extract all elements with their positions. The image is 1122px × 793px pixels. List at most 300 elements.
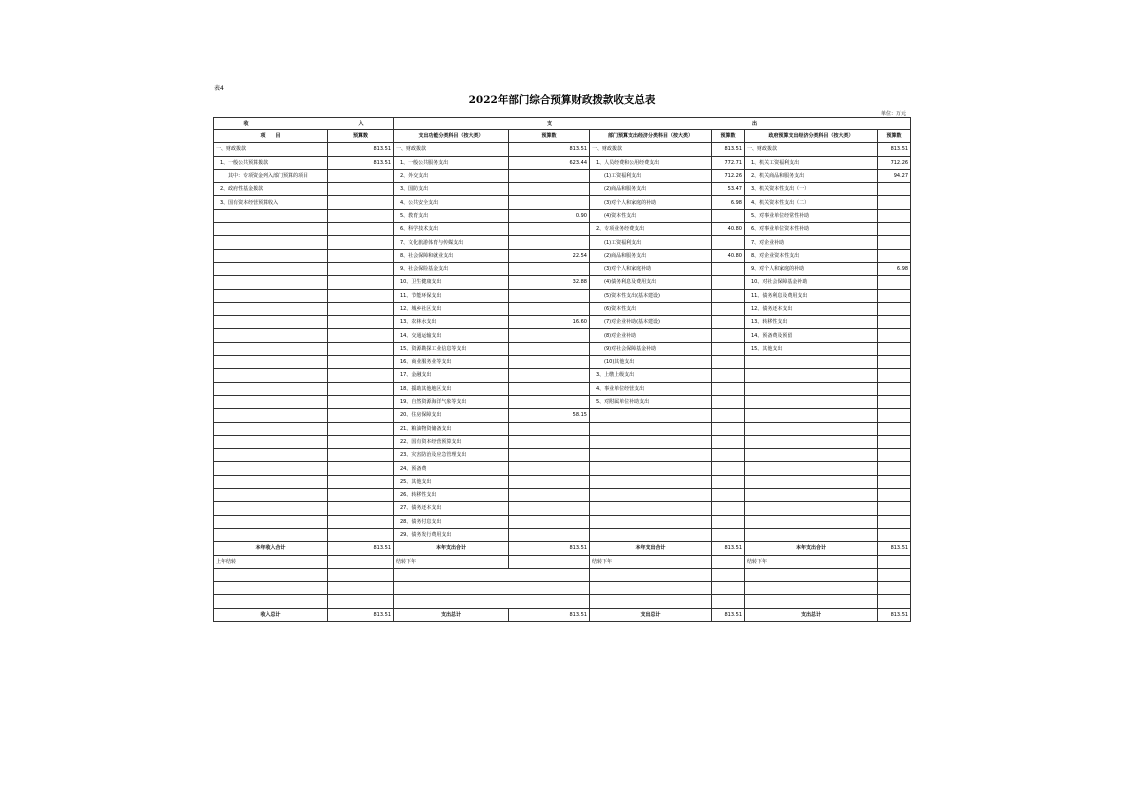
- income-item-cell: [214, 302, 328, 315]
- blank-cell: [590, 582, 712, 595]
- dept-econ-item-header: 部门预算支出经济分类科目（按大类）: [590, 130, 712, 143]
- func-item-cell: 27、债务还本支出: [394, 502, 509, 515]
- table-row: [214, 143, 911, 156]
- income-grand-total-label: 收入总计: [214, 608, 328, 621]
- income-item-cell: [214, 316, 328, 329]
- gov-econ-amount-cell: [878, 382, 911, 395]
- income-group-header: [214, 118, 394, 130]
- gov-econ-item-cell: 8、对企业资本性支出: [745, 249, 878, 262]
- table-row: [214, 502, 911, 515]
- income-total-label: 本年收入合计: [214, 542, 328, 555]
- table-row: [214, 289, 911, 302]
- blank-cell: [712, 582, 745, 595]
- func-item-cell: 1、一般公共服务支出: [394, 156, 509, 169]
- dept-econ-item-cell: (4)债务利息及费用支出: [590, 276, 712, 289]
- gov-econ-amount-cell: [878, 528, 911, 541]
- income-item-header: 项 目: [214, 130, 328, 143]
- income-item-cell: [214, 475, 328, 488]
- income-amount-cell: [328, 329, 394, 342]
- func-item-cell: 2、外交支出: [394, 169, 509, 182]
- gov-total-amount: 813.51: [878, 542, 911, 555]
- dept-econ-amount-cell: [712, 356, 745, 369]
- gov-econ-item-cell: 12、债务还本支出: [745, 302, 878, 315]
- income-total-amount: 813.51: [328, 542, 394, 555]
- gov-econ-item-cell: 15、其他支出: [745, 342, 878, 355]
- dept-econ-item-cell: [590, 422, 712, 435]
- gov-econ-item-cell: [745, 369, 878, 382]
- income-amount-cell: [328, 395, 394, 408]
- func-amount-cell: 0.90: [509, 209, 590, 222]
- gov-econ-amount-cell: [878, 236, 911, 249]
- blank-cell: [394, 568, 590, 581]
- func-item-cell: 29、债务发行费用支出: [394, 528, 509, 541]
- table-row: [214, 515, 911, 528]
- func-amount-cell: [509, 462, 590, 475]
- dept-econ-amount-cell: [712, 382, 745, 395]
- income-amount-header: 预算数: [328, 130, 394, 143]
- dept-econ-item-cell: 3、上缴上级支出: [590, 369, 712, 382]
- income-item-cell: [214, 289, 328, 302]
- income-item-cell: [214, 462, 328, 475]
- blank-row: [214, 582, 911, 595]
- func-item-cell: 28、债务付息支出: [394, 515, 509, 528]
- dept-econ-item-cell: [590, 475, 712, 488]
- gov-grand-total-label: 支出总计: [745, 608, 878, 621]
- gov-econ-item-cell: 10、对社会保障基金补助: [745, 276, 878, 289]
- income-item-cell: [214, 382, 328, 395]
- blank-cell: [214, 582, 328, 595]
- table-row: [214, 409, 911, 422]
- gov-econ-item-cell: [745, 435, 878, 448]
- func-item-cell: 18、援助其他地区支出: [394, 382, 509, 395]
- income-item-cell: 3、国有资本经营预算收入: [214, 196, 328, 209]
- func-item-cell: 17、金融支出: [394, 369, 509, 382]
- func-amount-cell: [509, 528, 590, 541]
- gov-econ-amount-cell: [878, 196, 911, 209]
- func-amount-cell: [509, 515, 590, 528]
- income-amount-cell: [328, 183, 394, 196]
- table-row: [214, 169, 911, 182]
- budget-table: [213, 117, 911, 622]
- func-amount-cell: [509, 183, 590, 196]
- dept-econ-amount-cell: [712, 409, 745, 422]
- gov-econ-amount-cell: [878, 342, 911, 355]
- income-item-cell: 一、财政拨款: [214, 143, 328, 156]
- blank-cell: [745, 582, 878, 595]
- dept-econ-item-cell: (2)商品和服务支出: [590, 183, 712, 196]
- income-item-cell: [214, 329, 328, 342]
- dept-econ-item-cell: (2)商品和服务支出: [590, 249, 712, 262]
- table-row: [214, 249, 911, 262]
- table-row: [214, 236, 911, 249]
- gov-econ-item-cell: 2、机关商品和服务支出: [745, 169, 878, 182]
- income-amount-cell: [328, 409, 394, 422]
- income-item-cell: [214, 236, 328, 249]
- dept-econ-amount-cell: [712, 449, 745, 462]
- blank-cell: [214, 568, 328, 581]
- table-row: [214, 489, 911, 502]
- income-amount-cell: [328, 422, 394, 435]
- gov-econ-item-cell: 11、债务利息及费用支出: [745, 289, 878, 302]
- gov-econ-item-cell: [745, 515, 878, 528]
- gov-econ-item-cell: [745, 395, 878, 408]
- income-item-cell: [214, 342, 328, 355]
- gov-econ-item-cell: 1、机关工资福利支出: [745, 156, 878, 169]
- gov-econ-item-cell: 6、对事业单位资本性补助: [745, 223, 878, 236]
- table-row: [214, 462, 911, 475]
- income-amount-cell: 813.51: [328, 143, 394, 156]
- gov-econ-amount-cell: 94.27: [878, 169, 911, 182]
- blank-cell: [214, 595, 328, 608]
- func-amount-cell: [509, 435, 590, 448]
- table-row: [214, 369, 911, 382]
- blank-cell: [590, 568, 712, 581]
- dept-econ-item-cell: (8)对企业补助: [590, 329, 712, 342]
- dept-econ-item-cell: 2、专项业务经费支出: [590, 223, 712, 236]
- table-row: [214, 342, 911, 355]
- gov-carry-amount: [878, 555, 911, 568]
- income-item-cell: [214, 502, 328, 515]
- dept-econ-amount-cell: [712, 209, 745, 222]
- dept-econ-amount-cell: [712, 276, 745, 289]
- income-amount-cell: [328, 515, 394, 528]
- func-item-cell: 6、科学技术支出: [394, 223, 509, 236]
- expense-group-char-1: 支: [547, 120, 553, 127]
- table-row: [214, 528, 911, 541]
- income-item-cell: [214, 356, 328, 369]
- func-amount-cell: [509, 449, 590, 462]
- income-amount-cell: [328, 289, 394, 302]
- table-row: [214, 449, 911, 462]
- func-item-cell: 23、灾害防治及应急管理支出: [394, 449, 509, 462]
- func-amount-cell: [509, 236, 590, 249]
- income-item-cell: 2、政府性基金拨款: [214, 183, 328, 196]
- income-amount-cell: [328, 196, 394, 209]
- blank-cell: [328, 595, 394, 608]
- gov-econ-amount-cell: [878, 329, 911, 342]
- dept-econ-amount-cell: [712, 316, 745, 329]
- func-item-cell: 20、住房保障支出: [394, 409, 509, 422]
- income-item-cell: [214, 395, 328, 408]
- func-item-cell: 13、农林水支出: [394, 316, 509, 329]
- blank-cell: [878, 595, 911, 608]
- income-amount-cell: [328, 209, 394, 222]
- dept-econ-amount-cell: [712, 502, 745, 515]
- func-amount-cell: 58.15: [509, 409, 590, 422]
- dept-econ-amount-cell: 6.98: [712, 196, 745, 209]
- income-item-cell: [214, 449, 328, 462]
- gov-econ-amount-cell: [878, 183, 911, 196]
- dept-econ-item-cell: [590, 449, 712, 462]
- blank-cell: [394, 595, 590, 608]
- gov-econ-item-cell: 7、对企业补助: [745, 236, 878, 249]
- grand-total-row: [214, 608, 911, 621]
- table-row: [214, 395, 911, 408]
- gov-econ-item-cell: 13、转移性支出: [745, 316, 878, 329]
- dept-econ-item-cell: [590, 528, 712, 541]
- dept-econ-item-cell: (5)资本性支出(基本建设): [590, 289, 712, 302]
- dept-econ-item-cell: (1)工资福利支出: [590, 236, 712, 249]
- func-item-cell: 一、财政拨款: [394, 143, 509, 156]
- gov-econ-item-cell: 4、机关资本性支出（二）: [745, 196, 878, 209]
- gov-econ-item-header: 政府预算支出经济分类科目（按大类）: [745, 130, 878, 143]
- income-item-cell: [214, 249, 328, 262]
- blank-cell: [394, 582, 590, 595]
- func-amount-cell: [509, 329, 590, 342]
- func-item-cell: 12、城乡社区支出: [394, 302, 509, 315]
- dept-econ-amount-cell: 712.26: [712, 169, 745, 182]
- gov-econ-item-cell: 14、预备费及预留: [745, 329, 878, 342]
- dept-econ-amount-cell: 772.71: [712, 156, 745, 169]
- func-total-amount: 813.51: [509, 542, 590, 555]
- page-title: 2022年部门综合预算财政拨款收支总表: [468, 94, 656, 106]
- gov-econ-amount-cell: [878, 462, 911, 475]
- gov-econ-amount-cell: [878, 409, 911, 422]
- dept-grand-total-amount: 813.51: [712, 608, 745, 621]
- func-amount-header: 预算数: [509, 130, 590, 143]
- func-amount-cell: 623.44: [509, 156, 590, 169]
- dept-econ-amount-cell: [712, 329, 745, 342]
- income-amount-cell: [328, 276, 394, 289]
- gov-econ-amount-header: 预算数: [878, 130, 911, 143]
- gov-econ-amount-cell: [878, 395, 911, 408]
- blank-cell: [590, 595, 712, 608]
- income-item-cell: 1、一般公共预算拨款: [214, 156, 328, 169]
- gov-econ-amount-cell: [878, 435, 911, 448]
- gov-econ-item-cell: [745, 409, 878, 422]
- func-amount-cell: [509, 196, 590, 209]
- dept-econ-amount-cell: 40.80: [712, 223, 745, 236]
- gov-econ-amount-cell: [878, 289, 911, 302]
- dept-econ-amount-cell: 53.47: [712, 183, 745, 196]
- func-item-header: 支出功能分类科目（按大类）: [394, 130, 509, 143]
- func-item-cell: 7、文化旅游体育与传媒支出: [394, 236, 509, 249]
- dept-econ-item-cell: (6)资本性支出: [590, 302, 712, 315]
- gov-econ-item-cell: [745, 475, 878, 488]
- func-item-cell: 5、教育支出: [394, 209, 509, 222]
- income-amount-cell: [328, 342, 394, 355]
- func-amount-cell: [509, 395, 590, 408]
- func-item-cell: 9、社会保险基金支出: [394, 262, 509, 275]
- table-row: [214, 276, 911, 289]
- func-amount-cell: [509, 489, 590, 502]
- dept-econ-item-cell: [590, 515, 712, 528]
- income-amount-cell: [328, 449, 394, 462]
- func-amount-cell: [509, 422, 590, 435]
- income-item-cell: [214, 528, 328, 541]
- dept-econ-amount-cell: [712, 528, 745, 541]
- income-grand-total-amount: 813.51: [328, 608, 394, 621]
- blank-cell: [878, 568, 911, 581]
- func-amount-cell: [509, 356, 590, 369]
- income-item-cell: [214, 409, 328, 422]
- func-item-cell: 22、国有资本经营预算支出: [394, 435, 509, 448]
- gov-econ-item-cell: [745, 422, 878, 435]
- gov-econ-amount-cell: [878, 422, 911, 435]
- gov-econ-amount-cell: [878, 302, 911, 315]
- func-amount-cell: [509, 502, 590, 515]
- func-grand-total-amount: 813.51: [509, 608, 590, 621]
- income-amount-cell: [328, 249, 394, 262]
- func-carry-amount: [509, 555, 590, 568]
- gov-econ-amount-cell: [878, 223, 911, 236]
- dept-econ-item-cell: [590, 489, 712, 502]
- blank-row: [214, 568, 911, 581]
- dept-econ-amount-cell: [712, 395, 745, 408]
- income-amount-cell: [328, 223, 394, 236]
- dept-econ-item-cell: (10)其他支出: [590, 356, 712, 369]
- income-item-cell: [214, 435, 328, 448]
- expense-group-header: [394, 118, 911, 130]
- income-group-char-1: 收: [243, 120, 249, 127]
- table-row: [214, 329, 911, 342]
- func-item-cell: 24、预备费: [394, 462, 509, 475]
- func-amount-cell: [509, 382, 590, 395]
- blank-cell: [712, 568, 745, 581]
- func-item-cell: 16、商业服务业等支出: [394, 356, 509, 369]
- income-amount-cell: [328, 302, 394, 315]
- dept-econ-amount-header: 预算数: [712, 130, 745, 143]
- income-amount-cell: 813.51: [328, 156, 394, 169]
- func-amount-cell: 32.88: [509, 276, 590, 289]
- income-amount-cell: [328, 502, 394, 515]
- table-row: [214, 183, 911, 196]
- income-item-cell: [214, 262, 328, 275]
- income-amount-cell: [328, 435, 394, 448]
- func-grand-total-label: 支出总计: [394, 608, 509, 621]
- gov-econ-amount-cell: 6.98: [878, 262, 911, 275]
- unit-label: 单位：万元: [880, 111, 906, 117]
- dept-econ-item-cell: [590, 435, 712, 448]
- func-carry-label: 结转下年: [394, 555, 509, 568]
- income-amount-cell: [328, 169, 394, 182]
- dept-econ-item-cell: 一、财政拨款: [590, 143, 712, 156]
- dept-econ-amount-cell: 813.51: [712, 143, 745, 156]
- gov-econ-amount-cell: [878, 209, 911, 222]
- table-row: [214, 316, 911, 329]
- income-amount-cell: [328, 262, 394, 275]
- func-amount-cell: [509, 223, 590, 236]
- dept-grand-total-label: 支出总计: [590, 608, 712, 621]
- blank-cell: [712, 595, 745, 608]
- dept-econ-amount-cell: [712, 515, 745, 528]
- func-total-label: 本年支出合计: [394, 542, 509, 555]
- table-tag: 表4: [214, 85, 224, 92]
- dept-econ-amount-cell: [712, 462, 745, 475]
- gov-econ-item-cell: [745, 502, 878, 515]
- blank-cell: [878, 582, 911, 595]
- income-item-cell: [214, 369, 328, 382]
- table-row: [214, 223, 911, 236]
- dept-carry-amount: [712, 555, 745, 568]
- dept-econ-amount-cell: [712, 342, 745, 355]
- dept-total-amount: 813.51: [712, 542, 745, 555]
- dept-econ-amount-cell: [712, 236, 745, 249]
- table-row: [214, 302, 911, 315]
- gov-econ-item-cell: [745, 356, 878, 369]
- dept-econ-item-cell: (7)对企业补助(基本建设): [590, 316, 712, 329]
- func-item-cell: 10、卫生健康支出: [394, 276, 509, 289]
- dept-econ-item-cell: [590, 502, 712, 515]
- income-item-cell: [214, 489, 328, 502]
- prior-year-carry-amount: [328, 555, 394, 568]
- func-amount-cell: [509, 342, 590, 355]
- income-item-cell: [214, 422, 328, 435]
- gov-econ-item-cell: 5、对事业单位经常性补助: [745, 209, 878, 222]
- table-row: [214, 262, 911, 275]
- func-item-cell: 8、社会保障和就业支出: [394, 249, 509, 262]
- income-item-cell: [214, 209, 328, 222]
- income-item-cell: 其中：专项资金列入部门预算的项目: [214, 169, 328, 182]
- gov-econ-item-cell: 一、财政拨款: [745, 143, 878, 156]
- gov-econ-amount-cell: [878, 449, 911, 462]
- dept-econ-item-cell: 1、人员经费和公用经费支出: [590, 156, 712, 169]
- func-item-cell: 14、交通运输支出: [394, 329, 509, 342]
- dept-total-label: 本年支出合计: [590, 542, 712, 555]
- dept-econ-amount-cell: [712, 435, 745, 448]
- gov-econ-amount-cell: [878, 276, 911, 289]
- gov-carry-label: 结转下年: [745, 555, 878, 568]
- table-row: [214, 422, 911, 435]
- income-amount-cell: [328, 489, 394, 502]
- dept-econ-amount-cell: [712, 369, 745, 382]
- dept-econ-item-cell: (9)对社会保障基金补助: [590, 342, 712, 355]
- func-amount-cell: 813.51: [509, 143, 590, 156]
- dept-econ-amount-cell: [712, 262, 745, 275]
- dept-econ-item-cell: [590, 409, 712, 422]
- gov-econ-item-cell: [745, 462, 878, 475]
- func-amount-cell: [509, 169, 590, 182]
- func-amount-cell: 16.60: [509, 316, 590, 329]
- group-header-row: [214, 118, 911, 130]
- carry-over-row: [214, 555, 911, 568]
- func-amount-cell: [509, 289, 590, 302]
- dept-econ-item-cell: [590, 462, 712, 475]
- gov-econ-amount-cell: [878, 356, 911, 369]
- income-item-cell: [214, 223, 328, 236]
- gov-econ-amount-cell: [878, 475, 911, 488]
- dept-econ-amount-cell: [712, 475, 745, 488]
- income-amount-cell: [328, 369, 394, 382]
- gov-econ-amount-cell: [878, 489, 911, 502]
- func-item-cell: 11、节能环保支出: [394, 289, 509, 302]
- dept-econ-item-cell: (1)工资福利支出: [590, 169, 712, 182]
- income-amount-cell: [328, 316, 394, 329]
- income-amount-cell: [328, 236, 394, 249]
- func-amount-cell: 22.54: [509, 249, 590, 262]
- dept-carry-label: 结转下年: [590, 555, 712, 568]
- gov-econ-item-cell: 3、机关资本性支出（一）: [745, 183, 878, 196]
- table-row: [214, 156, 911, 169]
- gov-total-label: 本年支出合计: [745, 542, 878, 555]
- func-item-cell: 26、转移性支出: [394, 489, 509, 502]
- table-row: [214, 356, 911, 369]
- gov-econ-amount-cell: 813.51: [878, 143, 911, 156]
- blank-cell: [745, 568, 878, 581]
- func-item-cell: 4、公共安全支出: [394, 196, 509, 209]
- dept-econ-amount-cell: [712, 489, 745, 502]
- expense-group-char-2: 出: [752, 120, 758, 127]
- gov-econ-item-cell: [745, 528, 878, 541]
- func-amount-cell: [509, 475, 590, 488]
- gov-econ-item-cell: [745, 489, 878, 502]
- blank-cell: [745, 595, 878, 608]
- func-amount-cell: [509, 262, 590, 275]
- func-item-cell: 3、国防支出: [394, 183, 509, 196]
- func-item-cell: 25、其他支出: [394, 475, 509, 488]
- column-header-row: [214, 130, 911, 143]
- gov-econ-amount-cell: [878, 515, 911, 528]
